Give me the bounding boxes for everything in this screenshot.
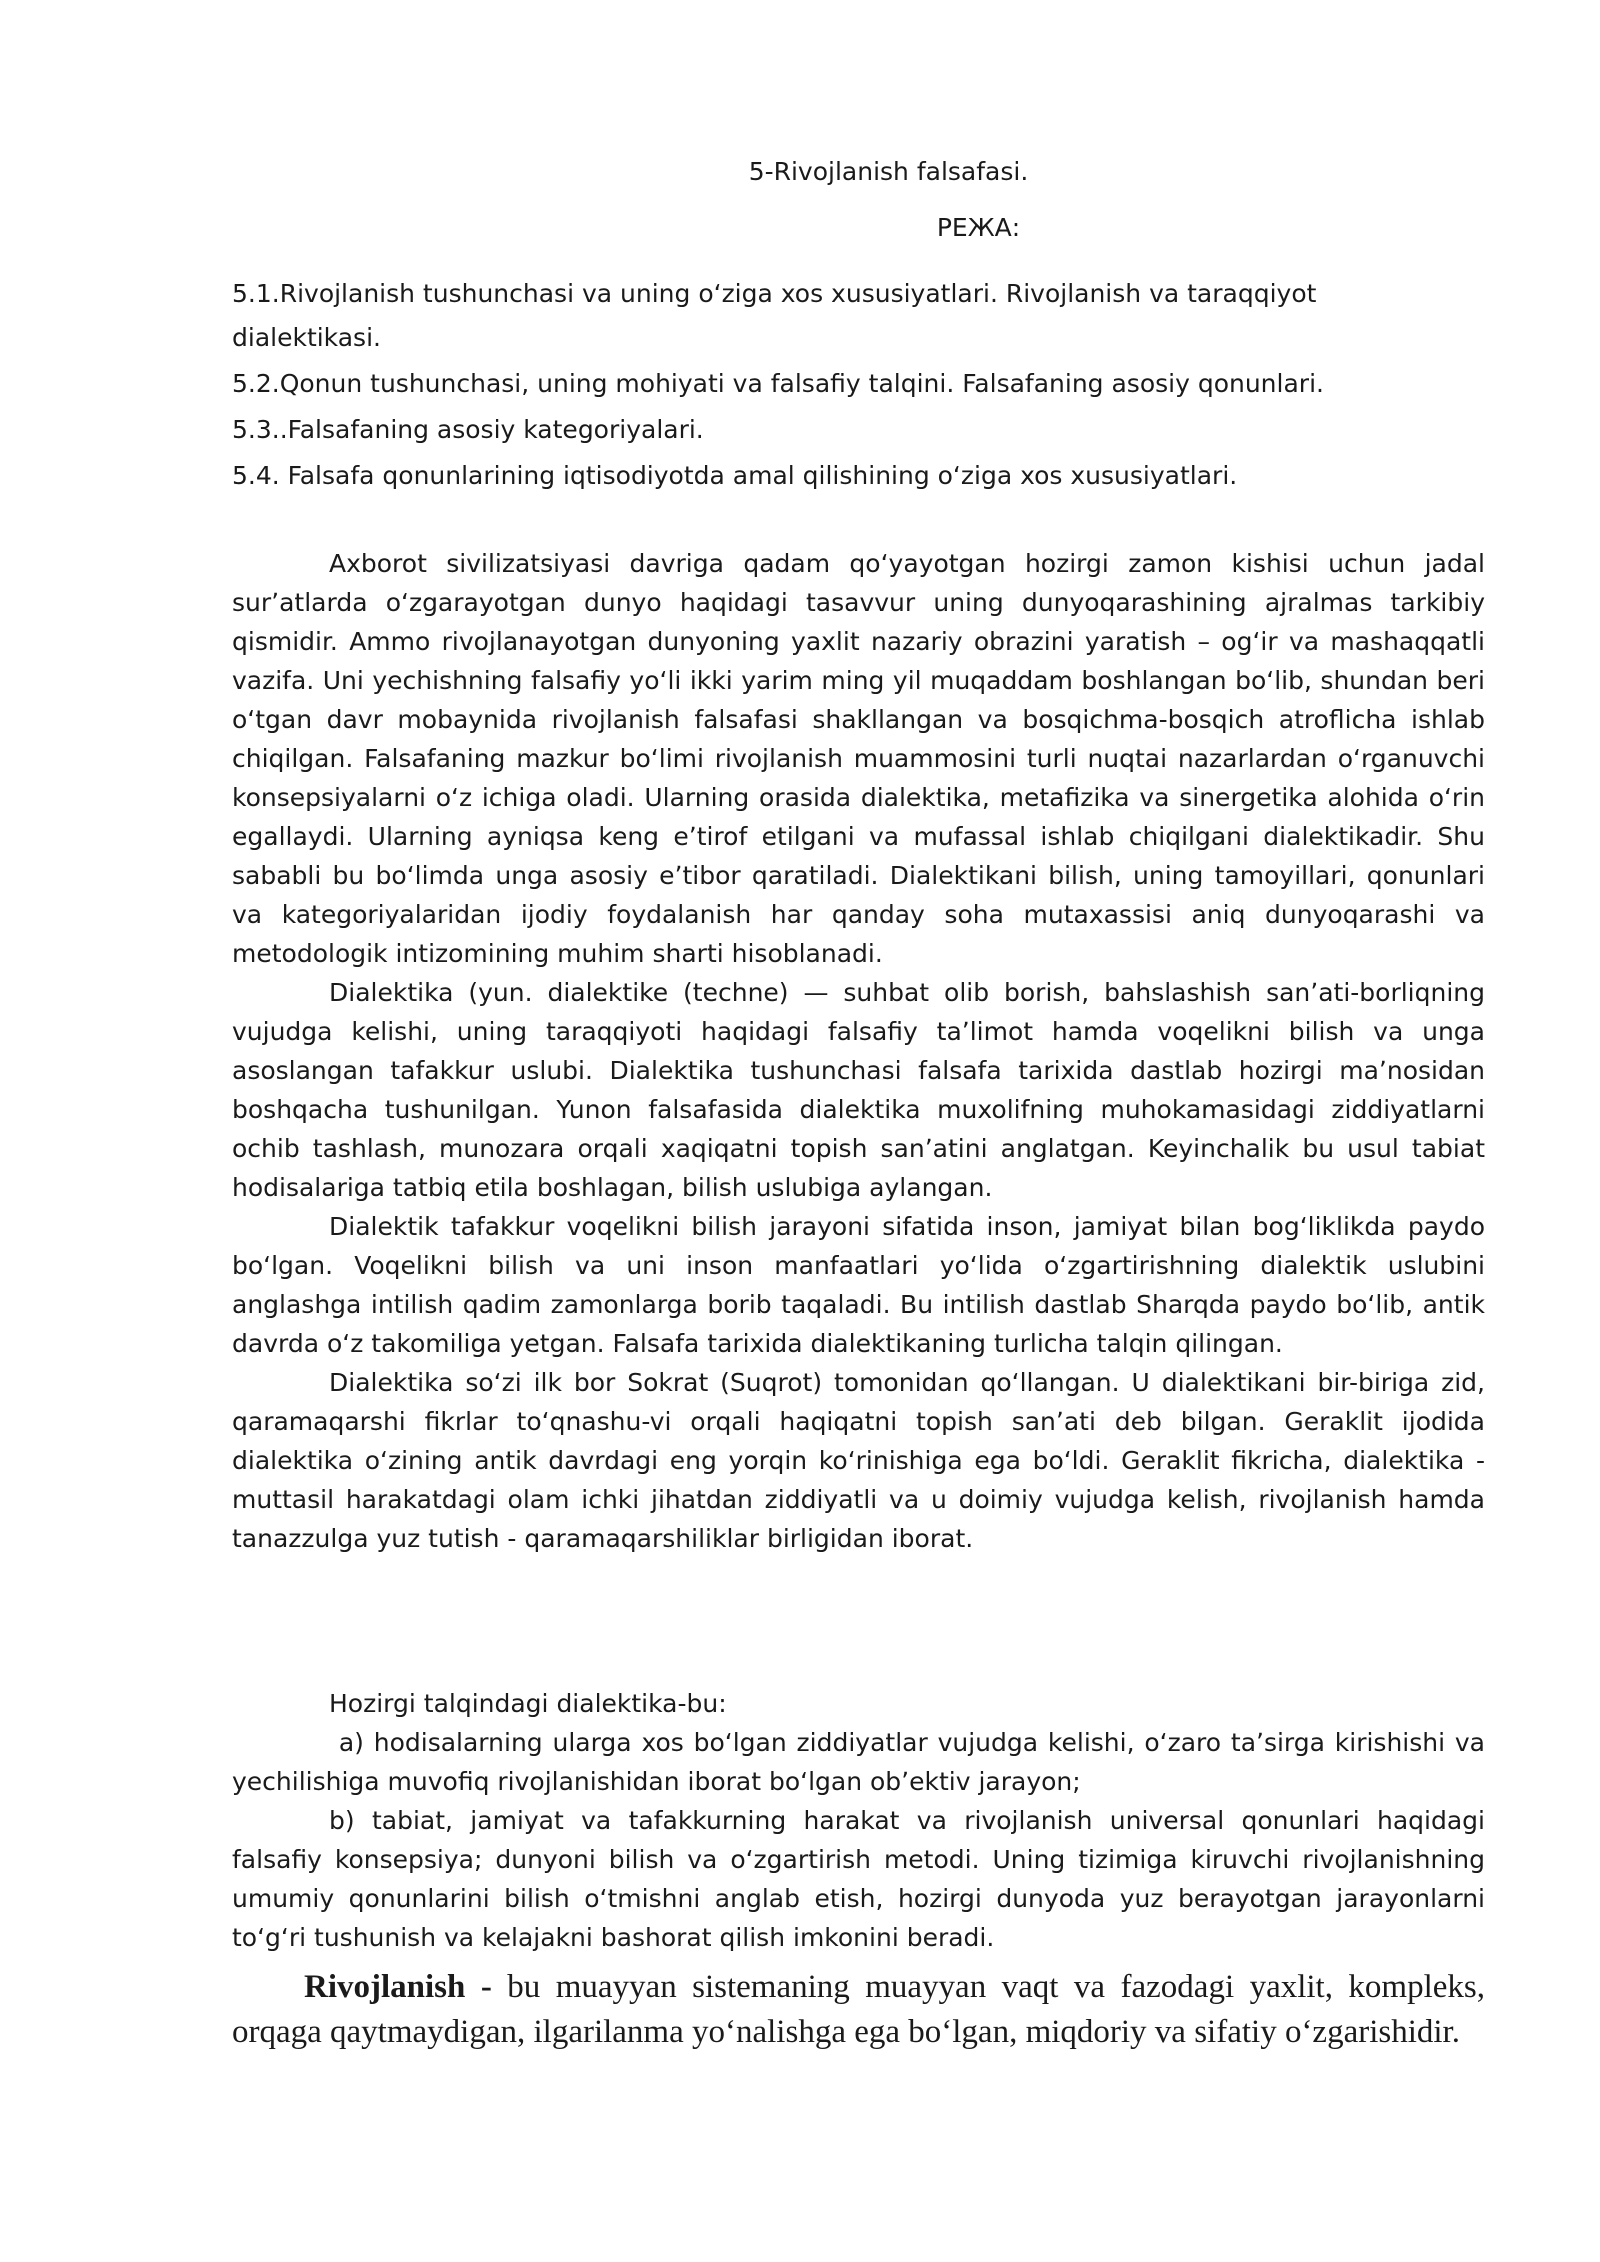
paragraph: Dialektik tafakkur voqelikni bilish jarayoni sifatida inson, jamiyat bilan bogʻliklikda paydo boʻlgan. Voqelikni bilish va uni inson manfaatlari yoʻlida oʻzgartirishning dialektik uslubini anglashga intilish qadim zamonlarga borib taqaladi. Bu intilish dastlab Sharqda paydo boʻlib, antik davrda oʻz takomiliga yetgan. Falsafa tarixida dialektikaning turlicha talqin qilingan. — [232, 1212, 1485, 1358]
plan-list — [232, 272, 1372, 498]
plan-item: 5.3..Falsafaning asosiy kategoriyalari. — [232, 415, 704, 444]
main-text — [232, 544, 1485, 1558]
document-page — [232, 150, 1493, 2055]
paragraph: Hozirgi talqindagi dialektika-bu: — [329, 1689, 727, 1718]
paragraph: b) tabiat, jamiyat va tafakkurning harakat va rivojlanish universal qonunlari haqidagi falsafiy konsepsiya; dunyoni bilish va oʻzgartirish metodi. Uning tizimiga kiruvchi rivojlanishning umumiy qonunlarini bilish oʻtmishni anglab etish, hozirgi dunyoda yuz berayotgan jarayonlarni toʻgʻri tushunish va kelajakni bashorat qilish imkonini beradi. — [232, 1806, 1485, 1952]
paragraph: Axborot sivilizatsiyasi davriga qadam qoʻyayotgan hozirgi zamon kishisi uchun jadal surʼatlarda oʻzgarayotgan dunyo haqidagi tasavvur uning dunyoqarashining ajralmas tarkibiy qismidir. Ammo rivojlanayotgan dunyoning yaxlit nazariy obrazini yaratish – ogʻir va mashaqqatli vazifa. Uni yechishning falsafiy yoʻli ikki yarim ming yil muqaddam boshlangan boʻlib, shundan beri oʻtgan davr mobaynida rivojlanish falsafasi shakllangan va bosqichma-bosqich atroflicha ishlab chiqilgan. Falsafaning mazkur boʻlimi rivojlanish muammosini turli nuqtai nazarlardan oʻrganuvchi konsepsiyalarni oʻz ichiga oladi. Ularning orasida dialektika, metafizika va sinergetika alohida oʻrin egallaydi. Ularning ayniqsa keng eʼtirof etilgani va mufassal ishlab chiqilgani dialektikadir. Shu sababli bu boʻlimda unga asosiy eʼtibor qaratiladi. Dialektikani bilish, uning tamoyillari, qonunlari va kategoriyalaridan ijodiy foydalanish har qanday soha mutaxassisi aniq dunyoqarashi va metodologik intizomining muhim sharti hisoblanadi. — [232, 549, 1485, 968]
spacer — [232, 1558, 1485, 1684]
paragraph: Dialektika (yun. dialektike (techne) — suhbat olib borish, bahslashish sanʼati-borliqning vujudga kelishi, uning taraqqiyoti haqidagi falsafiy taʼlimot hamda voqelikni bilish va unga asoslangan tafakkur uslubi. Dialektika tushunchasi falsafa tarixida dastlab hozirgi maʼnosidan boshqacha tushunilgan. Yunon falsafasida dialektika muxolifning muhokamasidagi ziddiyatlarni ochib tashlash, munozara orqali xaqiqatni topish sanʼatini anglatgan. Keyinchalik bu usul tabiat hodisalariga tatbiq etila boshlagan, bilish uslubiga aylangan. — [232, 978, 1485, 1202]
plan-item: 5.1.Rivojlanish tushunchasi va uning oʻziga xos xususiyatlari. Rivojlanish va taraqqiyot dialektikasi. — [232, 279, 1317, 352]
plan-item: 5.4. Falsafa qonunlarining iqtisodiyotda amal qilishining oʻziga xos xususiyatlari. — [232, 461, 1238, 490]
development-definition — [232, 1965, 1485, 2055]
dialectics-definition-block — [232, 1684, 1493, 1957]
definition-text: bu muayyan sistemaning muayyan vaqt va fazodagi yaxlit, kompleks, orqaga qaytmaydigan, ilgarilanma yoʻnalishga ega boʻlgan, miqdoriy va sifatiy oʻzgarishidir. — [232, 1969, 1485, 2050]
plan-item: 5.2.Qonun tushunchasi, uning mohiyati va falsafiy talqini. Falsafaning asosiy qonunlari. — [232, 369, 1324, 398]
definition-term: Rivojlanish - — [304, 1969, 492, 2005]
document-title: 5-Rivojlanish falsafasi. — [748, 157, 1029, 186]
plan-heading: РЕЖА: — [936, 213, 1021, 242]
paragraph: a) hodisalarning ularga xos boʻlgan ziddiyatlar vujudga kelishi, oʻzaro taʼsirga kirishishi va yechilishiga muvofiq rivojlanishidan iborat boʻlgan obʼektiv jarayon; — [232, 1728, 1493, 1796]
paragraph: Dialektika soʻzi ilk bor Sokrat (Suqrot) tomonidan qoʻllangan. U dialektikani bir-biriga zid, qaramaqarshi fikrlar toʻqnashu-vi orqali haqiqatni topish sanʼati deb bilgan. Geraklit ijodida dialektika oʻzining antik davrdagi eng yorqin koʻrinishiga ega boʻldi. Geraklit fikricha, dialektika - muttasil harakatdagi olam ichki jihatdan ziddiyatli va u doimiy vujudga kelish, rivojlanish hamda tanazzulga yuz tutish - qaramaqarshiliklar birligidan iborat. — [232, 1368, 1485, 1553]
